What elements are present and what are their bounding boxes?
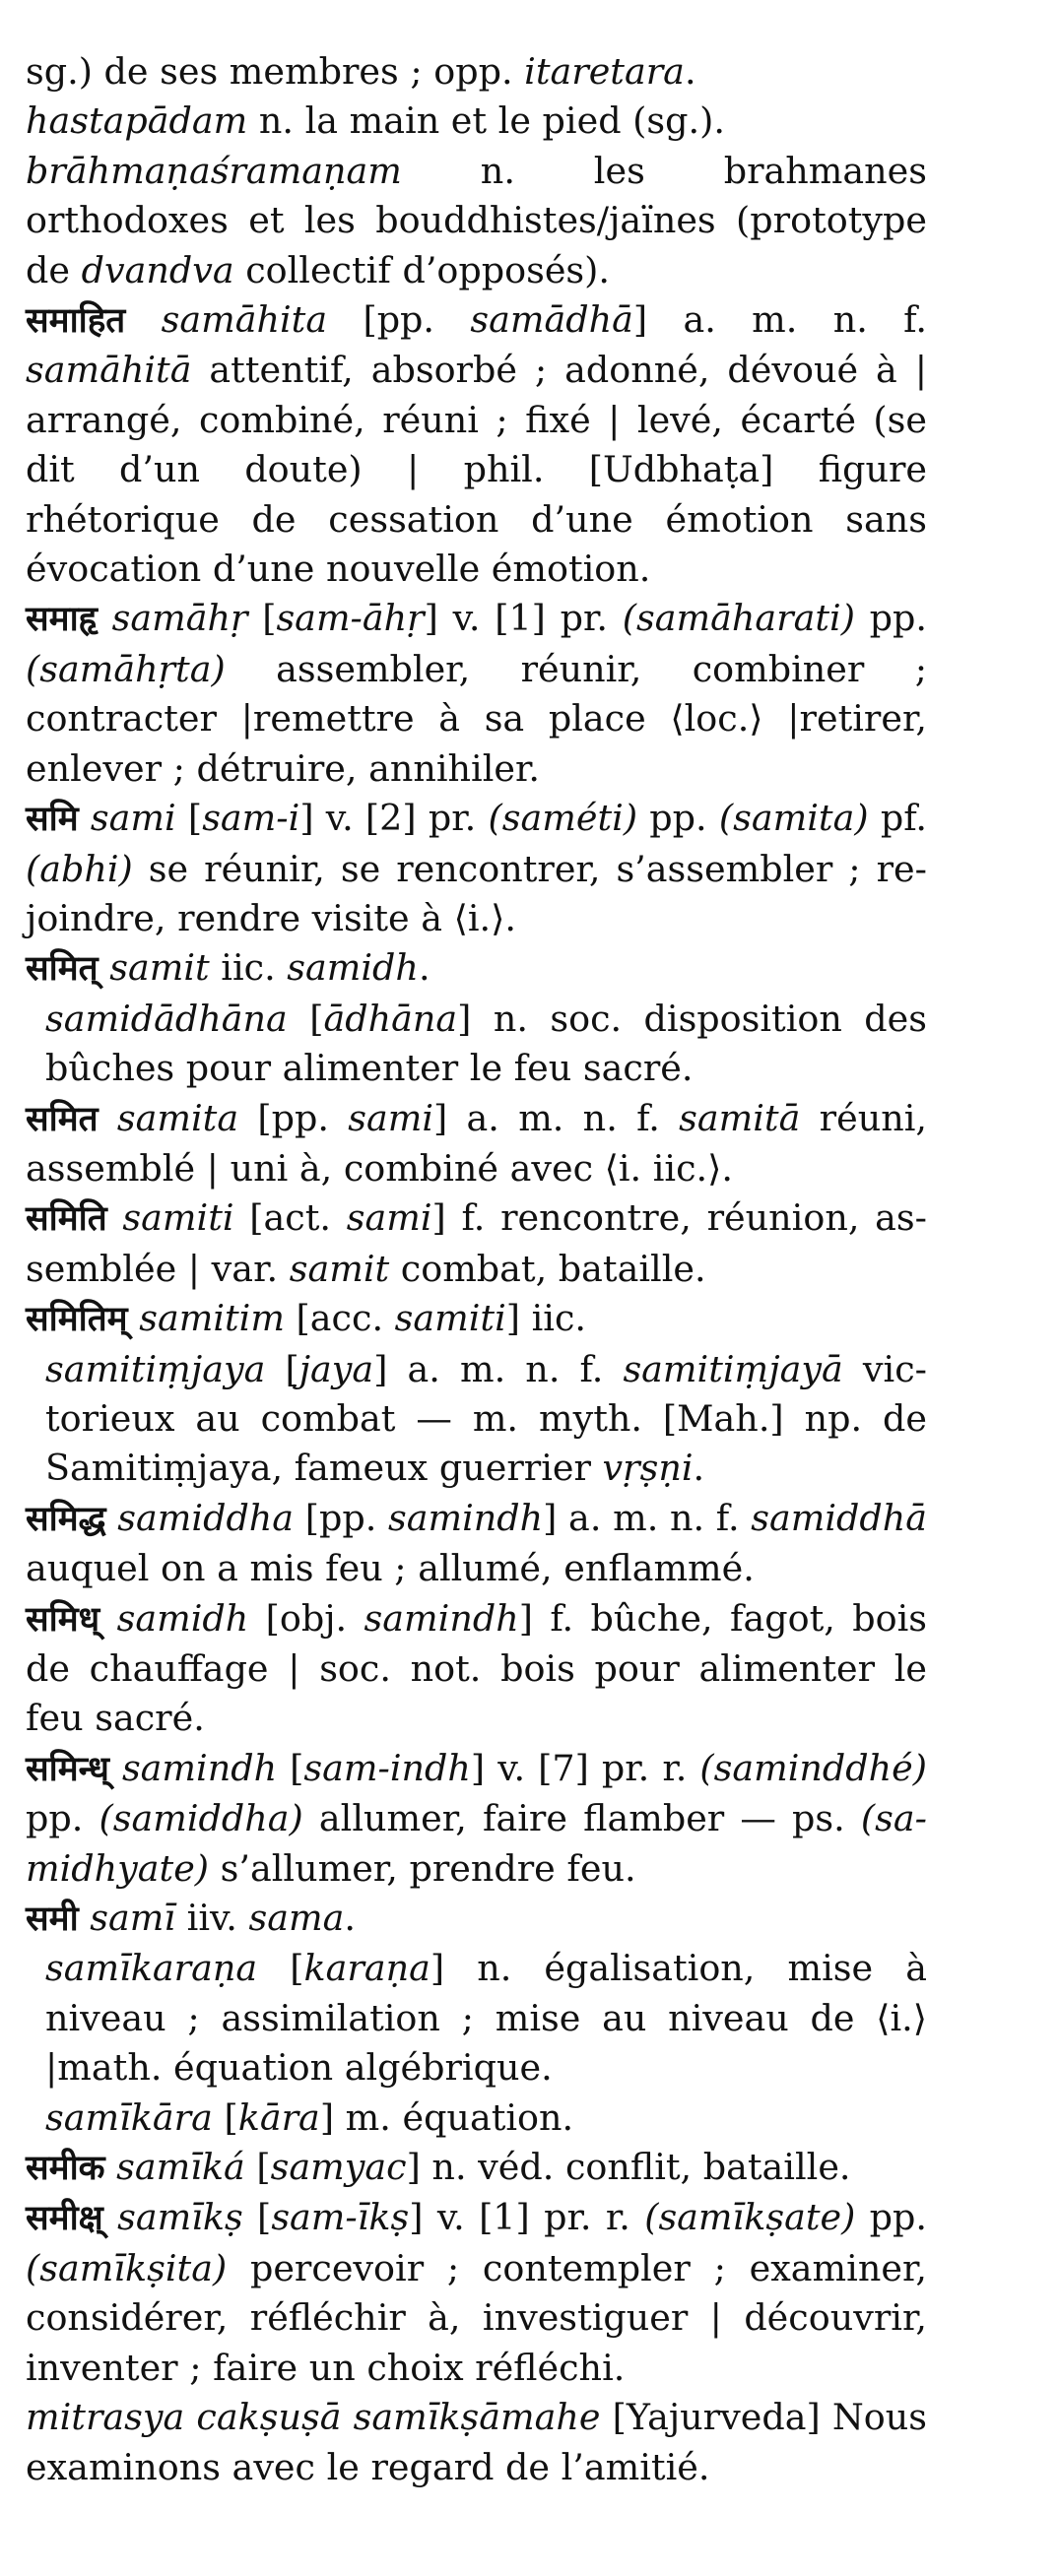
sub-entry	[26, 1944, 927, 2093]
entry-text: ] iic.	[505, 1297, 587, 1340]
sub-entry	[26, 995, 927, 1094]
italic-text: samīká	[116, 2146, 245, 2189]
dictionary-entry	[26, 1744, 927, 1894]
entry-text: n. la main et le pied (sg.).	[247, 99, 725, 143]
entry-text: réuni, assemblé | uni à, combiné avec ⟨i. iic.⟩.	[26, 1096, 927, 1190]
devanagari-headword: समिद्ध	[26, 1499, 106, 1539]
entry-text: ] a. m. n. f.	[433, 1096, 680, 1139]
entry-text	[99, 946, 110, 989]
dictionary-entry	[26, 2193, 927, 2393]
italic-text: samidādhāna	[45, 997, 288, 1040]
italic-text: samāhitā	[26, 349, 192, 392]
entry-text: [	[212, 2095, 238, 2139]
entry-text: ] v. [2] pr.	[299, 797, 489, 840]
devanagari-headword: समिध्	[26, 1599, 100, 1640]
italic-text: samit	[289, 1247, 390, 1290]
entry-text: allumer, faire flamber — ps.	[302, 1797, 861, 1840]
entry-text: [	[287, 997, 324, 1040]
entry-text: ] n. égalisation, mise à niveau ; assimilation ; mise au niveau de ⟨i.⟩ |math. équation algébrique.	[45, 1947, 928, 2090]
italic-text: samī	[90, 1897, 176, 1940]
entry-text: combat, bataille.	[389, 1247, 706, 1290]
italic-text: sami	[90, 797, 176, 840]
entry-text: [	[265, 1347, 299, 1390]
entry-text	[106, 1497, 118, 1539]
devanagari-headword: समिन्ध्	[26, 1749, 109, 1789]
dictionary-entry	[26, 147, 927, 295]
dictionary-entry	[26, 1094, 927, 1194]
italic-text: samitiṃjayā	[623, 1347, 843, 1390]
entry-text: ] n. véd. conflit, bataille.	[406, 2146, 851, 2189]
entry-text: se réunir, se rencontrer, s’assembler ; rejoindre, rendre visite à ⟨i.⟩.	[26, 847, 927, 939]
italic-text: samidh	[116, 1596, 249, 1640]
dictionary-entry	[26, 1894, 927, 1944]
italic-text: (samiddha)	[99, 1797, 303, 1840]
italic-text: samīkaraṇa	[45, 1947, 258, 1990]
entry-text: ] n. soc. disposition des bûches pour alimenter le feu sacré.	[45, 997, 928, 1090]
italic-text: mitrasya cakṣuṣā samīkṣāmahe	[26, 2396, 601, 2439]
italic-text: ādhāna	[323, 997, 458, 1040]
italic-text: sami	[346, 1196, 432, 1240]
italic-text: samindh	[387, 1496, 544, 1539]
entry-text: [	[175, 797, 203, 840]
entry-text: ] a. m. n. f.	[543, 1496, 752, 1539]
entry-text: iiv.	[175, 1897, 249, 1940]
italic-text: samiddhā	[751, 1496, 927, 1539]
italic-text: samindh	[364, 1596, 519, 1640]
italic-text: (abhi)	[26, 847, 133, 890]
entry-text: iic.	[209, 946, 288, 990]
dictionary-page	[26, 47, 927, 2492]
dictionary-entry	[26, 794, 927, 943]
dictionary-entry	[26, 943, 927, 994]
dictionary-entry	[26, 1594, 927, 1744]
italic-text: samidh	[287, 946, 419, 990]
dictionary-entry	[26, 295, 927, 594]
entry-text: [Yajurveda] Nous examinons avec le regard de l’amitié.	[26, 2396, 927, 2488]
entry-text: [	[257, 1947, 304, 1990]
italic-text: samāhita	[161, 298, 328, 342]
entry-text: ] v. [7] pr. r.	[470, 1746, 700, 1789]
entry-text: n. les brahmanes orthodoxes et les bouddhistes/jaïnes (prototype de	[26, 149, 927, 291]
italic-text: (samīkṣate)	[644, 2196, 856, 2239]
italic-text: samiti	[394, 1297, 506, 1340]
devanagari-headword: समाहित	[26, 301, 126, 342]
entry-text: pp.	[637, 797, 719, 840]
italic-text: samādhā	[470, 298, 633, 342]
italic-text: sama	[248, 1897, 345, 1940]
entry-text	[105, 2146, 117, 2188]
italic-text: (samīkṣita)	[26, 2246, 228, 2289]
italic-text: sami	[348, 1096, 434, 1139]
entry-text: [	[242, 2196, 272, 2239]
entry-text: ] f. bûche, fagot, bois de chauffage | soc. not. bois pour alimenter le feu sacré.	[26, 1596, 927, 1740]
devanagari-headword: समितिम्	[26, 1300, 128, 1340]
entry-text: [obj.	[248, 1596, 364, 1640]
entry-text	[107, 1196, 123, 1239]
italic-text: karaṇa	[303, 1947, 430, 1990]
entry-text	[103, 2196, 117, 2238]
devanagari-headword: समीक	[26, 2149, 105, 2189]
italic-text: itaretara	[524, 50, 685, 93]
italic-text: (samāharati)	[622, 597, 855, 640]
italic-text: samindh	[121, 1746, 278, 1789]
italic-text: sam-īkṣ	[271, 2196, 410, 2239]
italic-text: (samāhṛta)	[26, 647, 226, 690]
entry-text: [pp.	[327, 298, 471, 342]
entry-text	[98, 597, 112, 639]
devanagari-headword: समित्	[26, 949, 99, 990]
italic-text: samiti	[122, 1196, 234, 1240]
italic-text: sam-indh	[303, 1746, 471, 1789]
entry-text: pp.	[26, 1797, 99, 1840]
italic-text: (samidhyate)	[26, 1797, 927, 1890]
dictionary-entry	[26, 2393, 927, 2492]
italic-text: dvandva	[81, 248, 234, 291]
entry-text: percevoir ; contempler ; examiner, considérer, réfléchir à, investiguer | découvrir, inventer ; faire un choix réfléchi.	[26, 2246, 927, 2389]
entry-text: ] a. m. n. f.	[373, 1347, 624, 1390]
entry-text: [pp.	[294, 1496, 388, 1539]
entry-text: ] f. rencontre, réunion, assemblée | var.	[26, 1196, 928, 1290]
italic-text: samīkṣ	[117, 2196, 243, 2239]
sub-entry	[26, 2093, 927, 2143]
entry-text	[99, 1097, 117, 1139]
entry-text: s’allumer, prendre feu.	[209, 1846, 636, 1890]
sub-entry	[26, 1345, 927, 1494]
entry-text: [	[277, 1746, 304, 1789]
italic-text: samita	[116, 1096, 239, 1139]
devanagari-headword: समाहृ	[26, 600, 98, 640]
entry-text: auquel on a mis feu ; allumé, enflammé.	[26, 1547, 755, 1590]
italic-text: (samita)	[718, 797, 869, 840]
entry-text: pp.	[854, 597, 928, 640]
entry-text: ] a. m. n. f.	[632, 298, 927, 342]
entry-text: pp.	[855, 2196, 928, 2239]
entry-text: .	[418, 946, 430, 990]
italic-text: (saminddhé)	[699, 1746, 928, 1789]
italic-text: brāhmaṇaśramaṇam	[26, 149, 402, 192]
dictionary-entry	[26, 1494, 927, 1594]
entry-text	[79, 797, 91, 839]
entry-text: ] v. [1] pr. r.	[409, 2196, 645, 2239]
entry-text: .	[684, 50, 696, 93]
italic-text: kāra	[237, 2095, 320, 2139]
dictionary-entry	[26, 1193, 927, 1294]
entry-text: sg.) de ses membres ; opp.	[26, 50, 525, 93]
italic-text: samitiṃjaya	[45, 1347, 266, 1390]
entry-text: .	[693, 1447, 705, 1490]
entry-text: [	[247, 597, 277, 640]
dictionary-entry	[26, 1294, 927, 1344]
italic-text: samitā	[679, 1096, 801, 1139]
italic-text: samyac	[270, 2146, 407, 2189]
italic-text: vṛṣṇi	[602, 1447, 694, 1490]
entry-text: attentif, absorbé ; adonné, dévoué à | arrangé, combiné, réuni ; fixé | levé, écarté (se dit d’un doute) | phil. [Udbhaṭa] figure rhétorique de cessation d’une émotion sans évocation d’une nouvelle émotion.	[26, 349, 927, 591]
italic-text: samit	[109, 946, 210, 990]
entry-text	[109, 1747, 122, 1789]
italic-text: sam-āhṛ	[276, 597, 425, 640]
dictionary-entry	[26, 47, 927, 97]
entry-text: victorieux au combat — m. myth. [Mah.] np. de Samitiṃjaya, fameux guerrier	[45, 1347, 927, 1490]
dictionary-entry	[26, 97, 927, 146]
entry-text	[99, 1597, 116, 1640]
entry-text: assembler, réunir, combiner ; contracter |remettre à sa place ⟨loc.⟩ |retirer, enlever ; détruire, annihiler.	[26, 647, 927, 790]
devanagari-headword: समी	[26, 1900, 79, 1940]
entry-text: ] v. [1] pr.	[424, 597, 623, 640]
entry-text: [	[244, 2146, 271, 2189]
entry-text: ] m. équation.	[319, 2095, 574, 2139]
devanagari-headword: समिति	[26, 1199, 107, 1240]
entry-text: [pp.	[238, 1096, 349, 1139]
italic-text: samiddha	[117, 1496, 295, 1539]
entry-text: pf.	[868, 797, 927, 840]
italic-text: samāhṛ	[111, 597, 248, 640]
italic-text: hastapādam	[26, 99, 248, 143]
italic-text: samitim	[139, 1297, 285, 1340]
dictionary-entry	[26, 2143, 927, 2193]
entry-text	[79, 1897, 91, 1939]
entry-text	[128, 1297, 140, 1339]
devanagari-headword: समि	[26, 800, 79, 840]
devanagari-headword: समीक्ष्	[26, 2199, 103, 2239]
dictionary-entry	[26, 594, 927, 794]
italic-text: (saméti)	[488, 797, 638, 840]
entry-text: .	[344, 1897, 356, 1940]
entry-text: [act.	[233, 1196, 347, 1240]
devanagari-headword: समित	[26, 1099, 99, 1139]
entry-text: collectif d’opposés).	[233, 248, 611, 291]
italic-text: sam-i	[202, 797, 300, 840]
entry-text	[125, 298, 161, 341]
italic-text: jaya	[298, 1347, 374, 1390]
entry-text: [acc.	[284, 1297, 395, 1340]
italic-text: samīkāra	[45, 2095, 213, 2139]
